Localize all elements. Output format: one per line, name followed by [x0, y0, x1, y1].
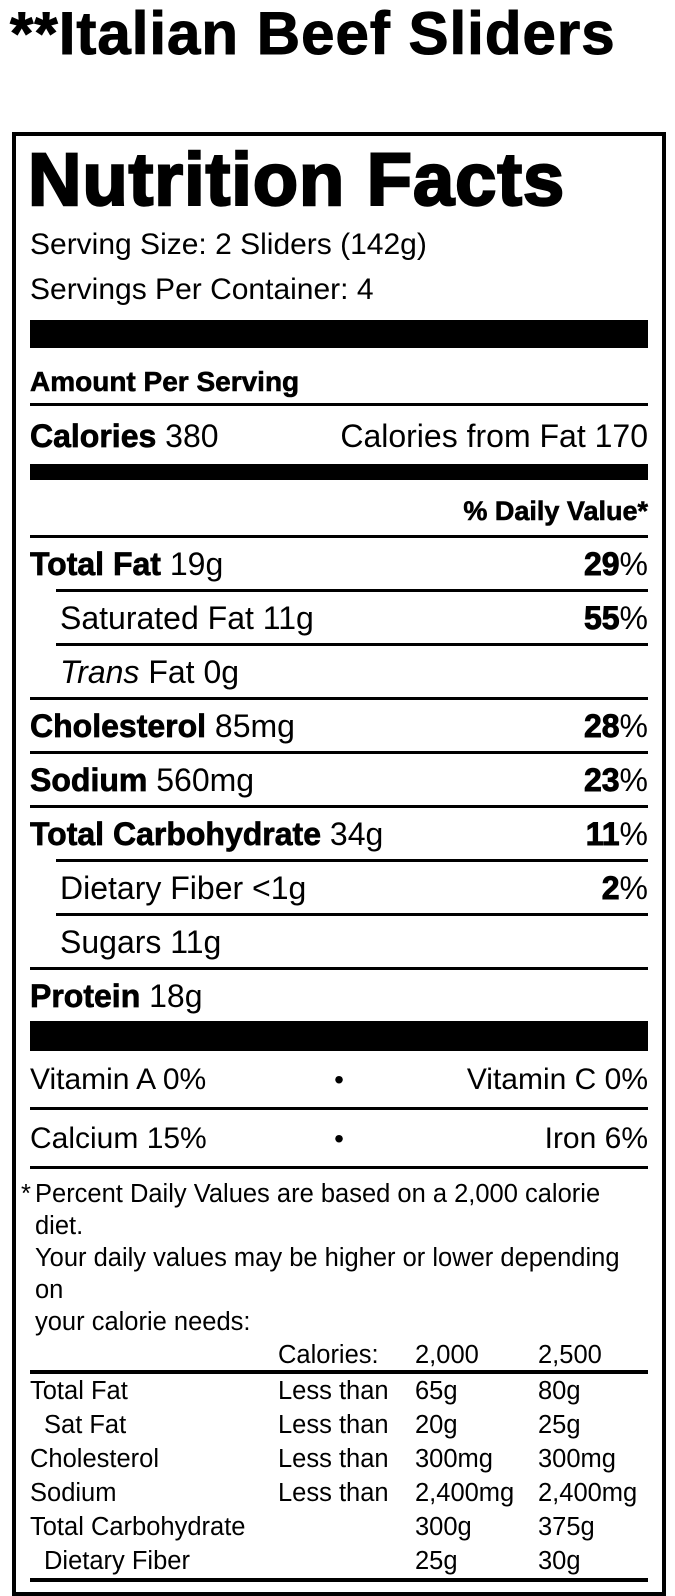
reference-value-2000: 300mg	[415, 1445, 493, 1473]
nutrient-name-part: Sugars 11g	[60, 924, 222, 960]
percent-sign: %	[619, 762, 648, 798]
reference-qualifier: Less than	[278, 1377, 389, 1405]
nutrition-facts-heading: Nutrition Facts	[28, 138, 566, 221]
nutrient-name-part: Protein	[30, 978, 141, 1014]
reference-row	[30, 1374, 648, 1408]
reference-value-2000: 300g	[415, 1513, 472, 1541]
servings-per-container: Servings Per Container: 4	[30, 273, 374, 306]
reference-qualifier	[278, 1544, 415, 1578]
vitamin-left: Vitamin A 0%	[30, 1063, 207, 1096]
calories-amount: 380	[165, 418, 219, 454]
nutrient-name-part: Dietary Fiber <1g	[60, 870, 307, 906]
footnote-lines	[35, 1178, 648, 1338]
nutrient-name	[30, 869, 306, 907]
reference-value-2000: 65g	[415, 1377, 458, 1405]
reference-value-2000: 20g	[415, 1411, 458, 1439]
nutrition-facts-label	[12, 132, 666, 1596]
nutrient-row	[30, 970, 648, 1021]
reference-label: Sodium	[30, 1479, 117, 1507]
nutrient-name-part: 18g	[140, 978, 203, 1014]
nutrient-row	[30, 916, 648, 967]
daily-value-number: 55	[583, 600, 620, 636]
calories-left	[30, 418, 219, 454]
calories-row	[30, 406, 648, 464]
daily-value-number: 23	[583, 762, 620, 798]
nutrient-name-part: Cholesterol	[30, 708, 207, 744]
nutrient-name-part: 85mg	[206, 708, 295, 744]
nutrient-row	[30, 538, 648, 589]
reference-value-2000: 25g	[415, 1547, 458, 1575]
nutrient-row	[30, 592, 648, 643]
reference-value-2500: 300mg	[538, 1445, 616, 1473]
nutrient-name-part: Total Carbohydrate	[30, 816, 321, 852]
percent-sign: %	[619, 600, 648, 636]
nutrient-row	[30, 646, 648, 697]
reference-qualifier: Less than	[278, 1445, 389, 1473]
daily-value-header: % Daily Value*	[463, 496, 648, 526]
reference-value-2500: 25g	[538, 1411, 581, 1439]
reference-row	[30, 1510, 648, 1544]
nutrient-name	[30, 707, 295, 745]
calories-value	[156, 418, 165, 454]
percent-sign: %	[619, 708, 648, 744]
reference-row	[30, 1442, 648, 1476]
nutrient-name-part: Saturated Fat 11g	[60, 600, 314, 636]
nutrient-name	[30, 545, 223, 583]
reference-header-cell: 2,500	[538, 1341, 602, 1369]
percent-sign: %	[619, 816, 648, 852]
vitamin-right: Iron 6%	[544, 1122, 648, 1155]
amount-per-serving-label: Amount Per Serving	[30, 366, 300, 397]
nutrient-daily-value	[584, 761, 648, 799]
reference-header-cell	[30, 1340, 278, 1370]
nutrient-name-part: 19g	[160, 546, 224, 582]
reference-label: Total Carbohydrate	[30, 1513, 246, 1541]
medium-separator-bar	[30, 464, 648, 480]
nutrient-name	[30, 761, 254, 799]
nutrient-name-part: 34g	[321, 816, 384, 852]
nutrient-daily-value	[602, 869, 648, 907]
page-title: **Italian Beef Sliders	[10, 0, 616, 67]
nutrient-name-part: Trans	[60, 654, 140, 690]
nutrient-daily-value	[584, 707, 648, 745]
percent-sign: %	[619, 546, 648, 582]
reference-value-2500: 80g	[538, 1377, 581, 1405]
nutrient-name-part: 560mg	[147, 762, 255, 798]
nutrient-name-part: Fat 0g	[139, 654, 240, 690]
nutrient-name	[30, 977, 203, 1015]
reference-value-2500: 30g	[538, 1547, 581, 1575]
nutrient-row	[30, 754, 648, 805]
reference-header-cell: 2,000	[415, 1341, 479, 1369]
nutrient-rows	[30, 538, 648, 1021]
nutrient-daily-value	[586, 815, 648, 853]
thick-divider-rule	[30, 1578, 648, 1582]
vitamin-left: Calcium 15%	[30, 1122, 207, 1155]
daily-value-number: 11	[585, 816, 620, 852]
reference-qualifier	[278, 1510, 415, 1544]
footnote-line: Your daily values may be higher or lower depending on	[35, 1244, 620, 1304]
reference-qualifier: Less than	[278, 1479, 389, 1507]
thick-separator-bar	[30, 320, 648, 348]
calories-label: Calories	[30, 418, 157, 454]
reference-label: Dietary Fiber	[44, 1547, 190, 1575]
reference-row	[30, 1476, 648, 1510]
nutrient-row	[30, 700, 648, 751]
footnote	[21, 1169, 648, 1338]
vitamin-row	[30, 1051, 648, 1107]
bullet-icon: •	[334, 1064, 344, 1095]
reference-value-2500: 375g	[538, 1513, 595, 1541]
serving-size: Serving Size: 2 Sliders (142g)	[30, 228, 427, 261]
nutrient-daily-value	[584, 545, 648, 583]
reference-qualifier: Less than	[278, 1411, 389, 1439]
reference-value-2000: 2,400mg	[415, 1479, 515, 1507]
reference-table	[30, 1340, 648, 1582]
daily-value-number: 2	[601, 870, 620, 906]
bullet-icon: •	[334, 1123, 344, 1154]
nutrient-row	[30, 862, 648, 913]
nutrient-name	[30, 923, 221, 961]
daily-value-number: 28	[583, 708, 620, 744]
footnote-line: your calorie needs:	[35, 1308, 251, 1336]
footnote-marker: *	[21, 1180, 31, 1208]
nutrient-daily-value	[584, 599, 648, 637]
nutrient-name	[30, 653, 239, 691]
thick-separator-bar	[30, 1021, 648, 1051]
reference-label: Cholesterol	[30, 1445, 159, 1473]
reference-label: Sat Fat	[44, 1411, 127, 1439]
reference-row	[30, 1544, 648, 1578]
calories-from-fat: Calories from Fat 170	[340, 418, 648, 454]
vitamin-row	[30, 1110, 648, 1166]
reference-value-2500: 2,400mg	[538, 1479, 638, 1507]
nutrient-name-part: Total Fat	[30, 546, 161, 582]
reference-label: Total Fat	[30, 1377, 128, 1405]
nutrient-name-part: Sodium	[30, 762, 148, 798]
nutrient-name	[30, 815, 383, 853]
reference-header-row	[30, 1340, 648, 1370]
reference-row	[30, 1408, 648, 1442]
daily-value-number: 29	[583, 546, 620, 582]
reference-header-cell: Calories:	[278, 1341, 379, 1369]
vitamin-right: Vitamin C 0%	[466, 1063, 648, 1096]
footnote-line: Percent Daily Values are based on a 2,000 calorie diet.	[35, 1180, 601, 1240]
nutrient-row	[30, 808, 648, 859]
vitamin-rows	[30, 1051, 648, 1169]
nutrient-name	[30, 599, 314, 637]
percent-sign: %	[619, 870, 648, 906]
